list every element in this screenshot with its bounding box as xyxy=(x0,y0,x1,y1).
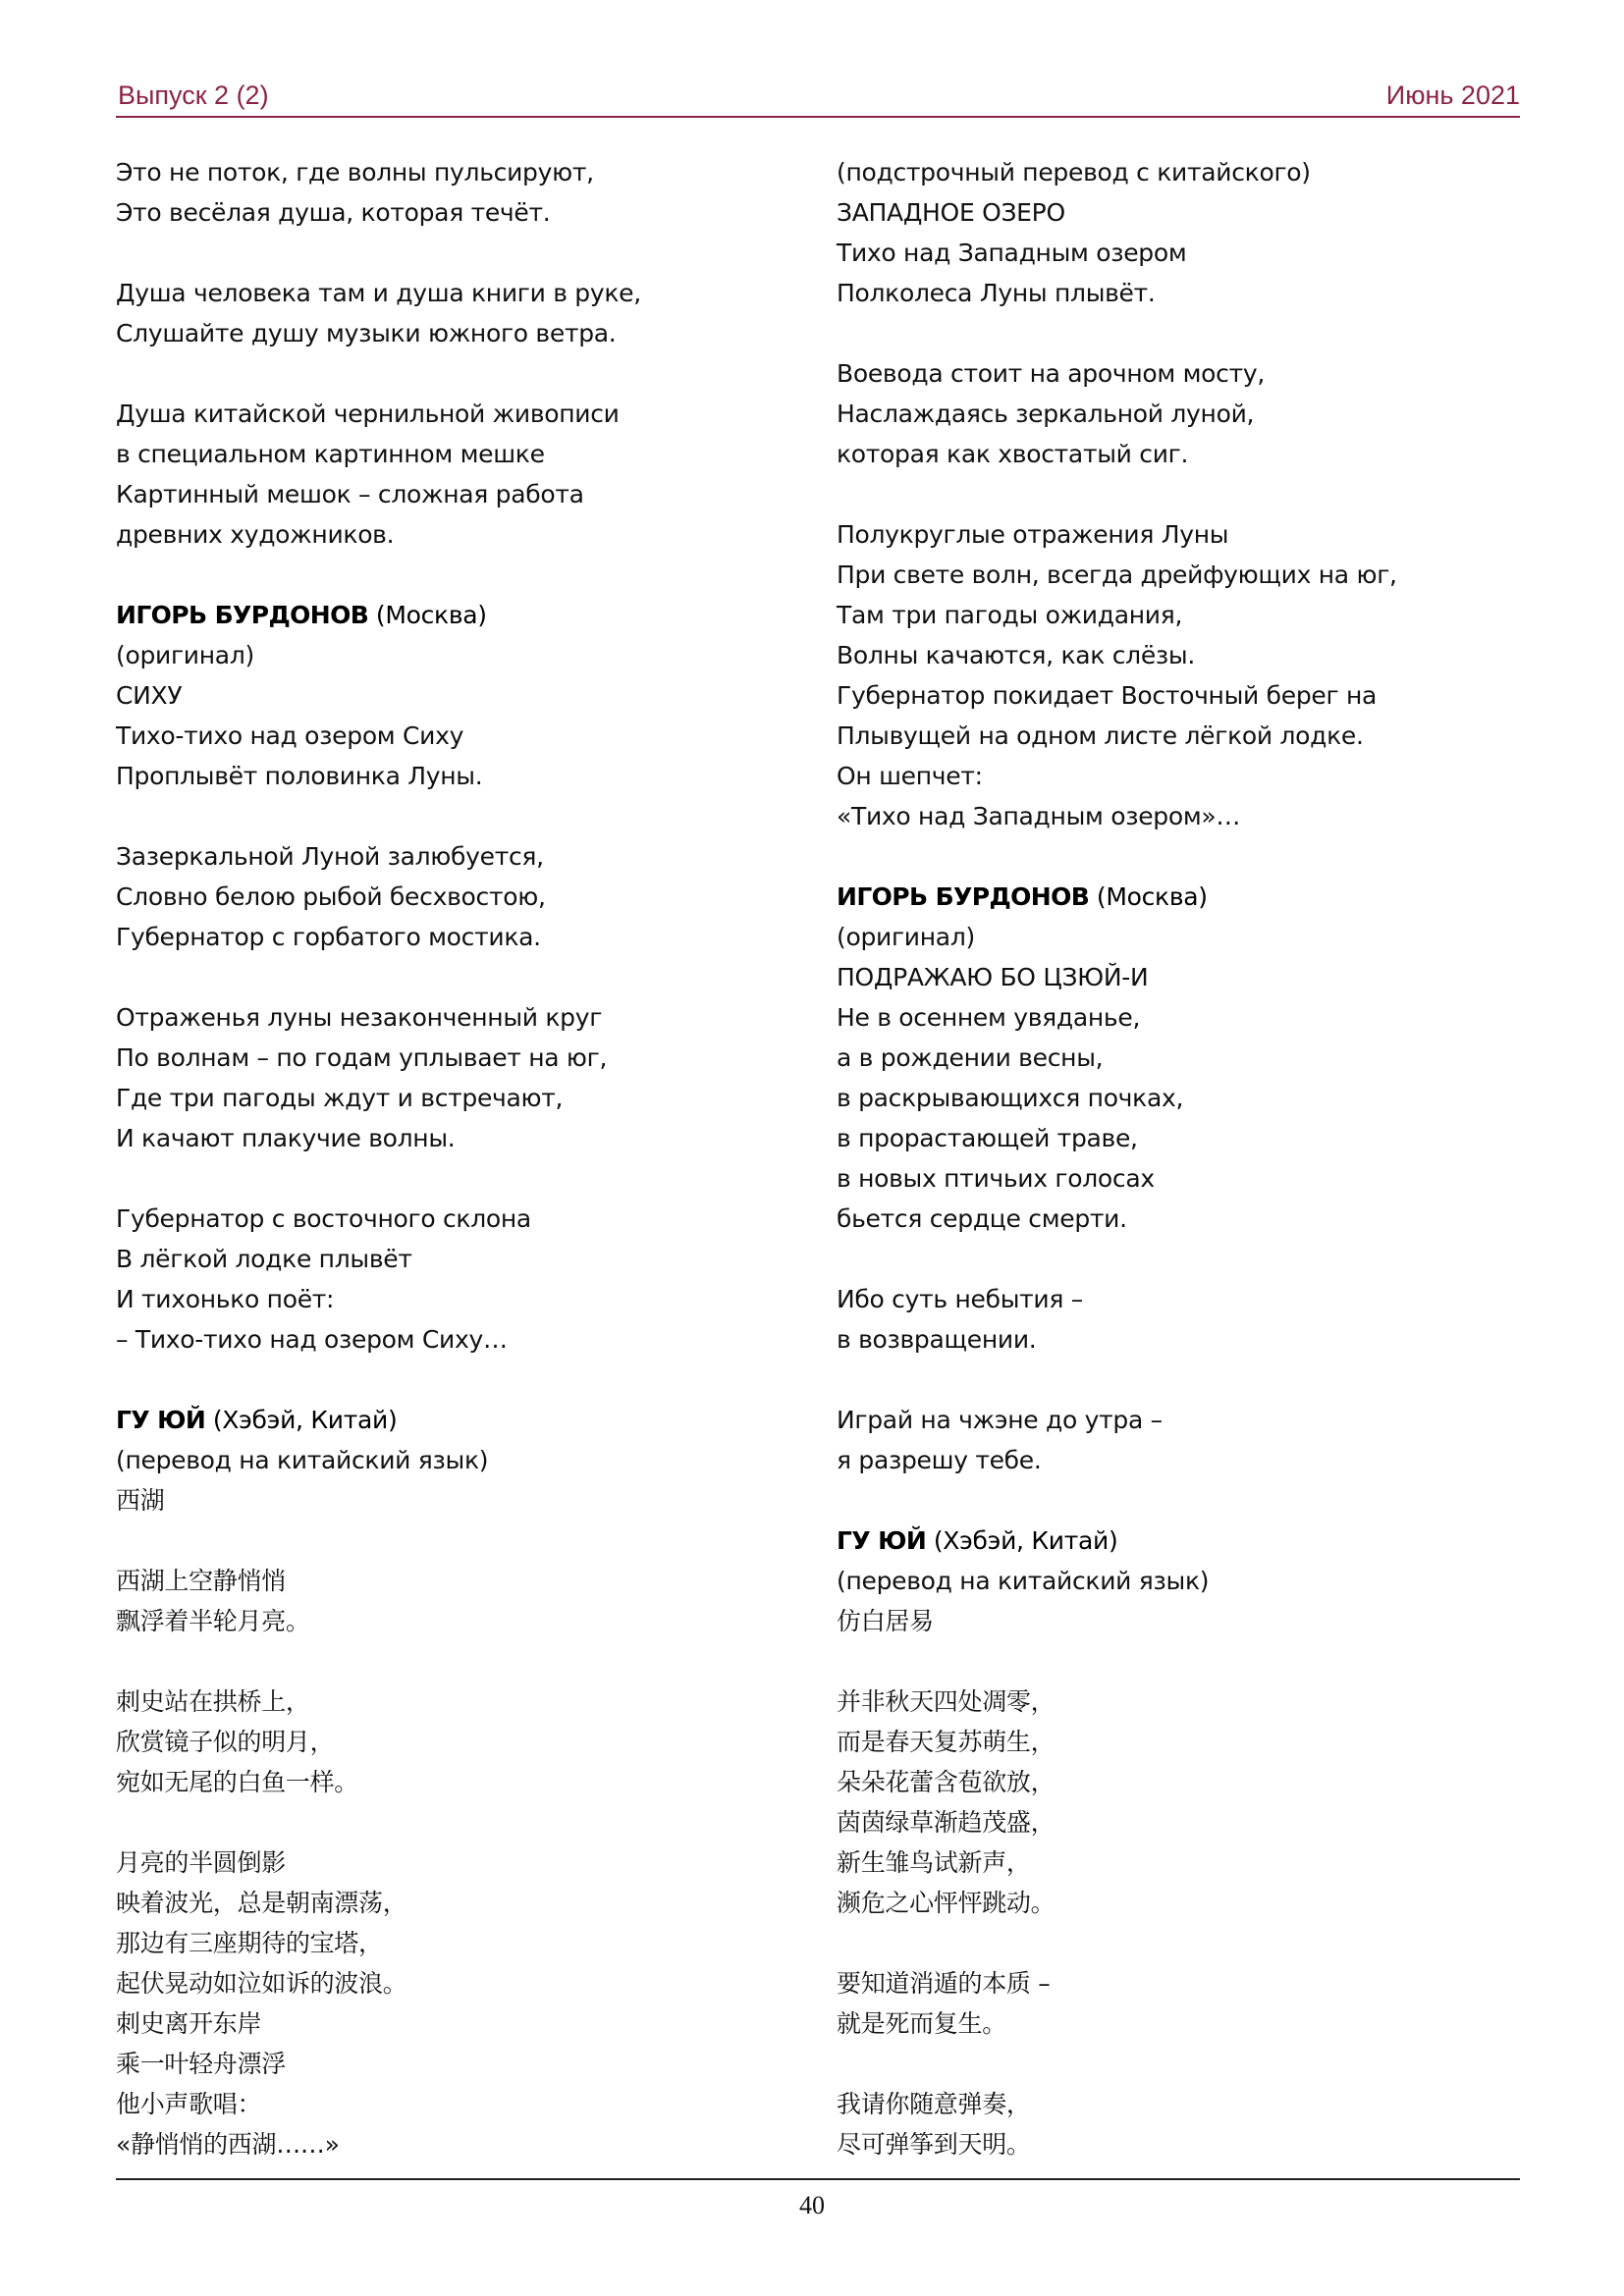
stanza xyxy=(116,1561,754,1641)
poem-line: а в рождении весны, xyxy=(837,1043,1104,1072)
running-header xyxy=(116,77,1520,118)
poem-line: Душа человека там и душа книги в руке, xyxy=(116,279,641,307)
stanza xyxy=(116,997,754,1158)
poem-line: Это не поток, где волны пульсируют, xyxy=(116,158,594,187)
poem-line: По волнам – по годам уплывает на юг, xyxy=(116,1043,608,1072)
author-place: (Москва) xyxy=(375,601,487,629)
poem-line: Играй на чжэне до утра – xyxy=(837,1406,1163,1434)
poem-line: Тихо над Западным озером xyxy=(837,239,1187,267)
stanza xyxy=(116,1682,754,1802)
left-column xyxy=(116,152,754,2164)
poem-line: Там три пагоды ожидания, xyxy=(837,601,1183,629)
poem-line: Это весёлая душа, которая течёт. xyxy=(116,198,551,227)
poem-line: в новых птичьих голосах xyxy=(837,1164,1155,1193)
poem-line: я разрешу тебе. xyxy=(837,1446,1042,1474)
poem-line: (оригинал) xyxy=(837,923,975,951)
stanza xyxy=(837,1521,1520,1641)
poem-title: 仿白居易 xyxy=(837,1607,934,1635)
poem-line: древних художников. xyxy=(116,520,395,549)
poem-line: Душа китайской чернильной живописи xyxy=(116,400,620,428)
stanza xyxy=(116,1199,754,1360)
poem-line: (подстрочный перевод с китайского) xyxy=(837,158,1311,187)
poem-line: Проплывёт половинка Луны. xyxy=(116,762,483,790)
poem-line: 映着波光，总是朝南漂荡， xyxy=(116,1889,407,1917)
poem-line: (перевод на китайский язык) xyxy=(116,1446,489,1474)
poem-line: При свете волн, всегда дрейфующих на юг, xyxy=(837,561,1397,589)
poem-line: Губернатор с горбатого мостика. xyxy=(116,923,541,951)
poem-line: 茵茵绿草渐趋茂盛， xyxy=(837,1808,1056,1837)
poem-line: 并非秋天四处凋零， xyxy=(837,1687,1056,1716)
author-name: ИГОРЬ БУРДОНОВ xyxy=(116,601,369,629)
stanza xyxy=(837,152,1520,313)
right-column xyxy=(837,152,1520,2164)
poem-line: (оригинал) xyxy=(116,641,254,669)
poem-line: 新生雏鸟试新声， xyxy=(837,1848,1031,1877)
page-number: 40 xyxy=(799,2191,825,2219)
poem-line: в специальном картинном мешке xyxy=(116,440,545,468)
stanza xyxy=(837,1682,1520,1923)
poem-line: 那边有三座期待的宝塔， xyxy=(116,1929,383,1957)
stanza xyxy=(837,2084,1520,2164)
stanza xyxy=(116,152,754,233)
poem-line: 濒危之心怦怦跳动。 xyxy=(837,1889,1056,1917)
stanza xyxy=(837,1279,1520,1360)
poem-line: бьется сердце смерти. xyxy=(837,1204,1127,1233)
author-heading xyxy=(837,1521,1520,1561)
poem-line: 宛如无尾的白鱼一样。 xyxy=(116,1768,359,1796)
poem-line: – Тихо-тихо над озером Сиху… xyxy=(116,1325,508,1354)
poem-line: в раскрывающихся почках, xyxy=(837,1084,1184,1112)
poem-line: в возвращении. xyxy=(837,1325,1037,1354)
stanza xyxy=(116,1400,754,1521)
poem-line: Слушайте душу музыки южного ветра. xyxy=(116,319,617,347)
poem-line: в прорастающей траве, xyxy=(837,1124,1138,1152)
poem-line: 尽可弹筝到天明。 xyxy=(837,2130,1031,2159)
author-heading xyxy=(116,595,754,635)
poem-line: 朵朵花蕾含苞欲放， xyxy=(837,1768,1056,1796)
poem-line: 而是春天复苏萌生， xyxy=(837,1728,1056,1756)
stanza xyxy=(116,273,754,353)
poem-line: Он шепчет: xyxy=(837,762,983,790)
issue-label: Выпуск 2 (2) xyxy=(118,80,269,110)
stanza xyxy=(116,595,754,796)
footer-divider xyxy=(116,2178,1520,2180)
poem-line: 欣赏镜子似的明月， xyxy=(116,1728,335,1756)
poem-line: 西湖上空静悄悄 xyxy=(116,1567,286,1595)
poem-line: 他小声歌唱： xyxy=(116,2090,262,2118)
poem-line: Волны качаются, как слёзы. xyxy=(837,641,1196,669)
poem-line: Воевода стоит на арочном мосту, xyxy=(837,359,1265,388)
stanza xyxy=(116,1842,754,2164)
author-place: (Москва) xyxy=(1096,882,1208,911)
poem-line: Губернатор с восточного склона xyxy=(116,1204,531,1233)
stanza xyxy=(837,1400,1520,1480)
author-heading xyxy=(116,1400,754,1440)
poem-line: Ибо суть небытия – xyxy=(837,1285,1083,1313)
stanza xyxy=(837,877,1520,1239)
stanza xyxy=(837,353,1520,474)
stanza xyxy=(116,836,754,957)
poem-line: 要知道消遁的本质 – xyxy=(837,1969,1051,1998)
issue-date: Июнь 2021 xyxy=(1385,80,1520,110)
poem-line: 我请你随意弹奏， xyxy=(837,2090,1031,2118)
poem-line: 飘浮着半轮月亮。 xyxy=(116,1607,310,1635)
poem-line: Плывущей на одном листе лёгкой лодке. xyxy=(837,721,1364,750)
poem-title: СИХУ xyxy=(116,681,183,710)
poem-line: 月亮的半圆倒影 xyxy=(116,1848,286,1877)
poem-line: которая как хвостатый сиг. xyxy=(837,440,1189,468)
author-name: ГУ ЮЙ xyxy=(116,1406,206,1434)
poem-line: (перевод на китайский язык) xyxy=(837,1567,1210,1595)
poem-line: Картинный мешок – сложная работа xyxy=(116,480,584,508)
poem-line: 起伏晃动如泣如诉的波浪。 xyxy=(116,1969,407,1998)
author-place: (Хэбэй, Китай) xyxy=(212,1406,398,1434)
poem-line: 刺史站在拱桥上， xyxy=(116,1687,310,1716)
poem-line: 就是死而复生。 xyxy=(837,2009,1006,2038)
poem-line: Зазеркальной Луной залюбуется, xyxy=(116,842,544,871)
poem-line: Губернатор покидает Восточный берег на xyxy=(837,681,1378,710)
poem-line: 乘一叶轻舟漂浮 xyxy=(116,2050,286,2078)
stanza xyxy=(116,394,754,555)
poem-line: «Тихо над Западным озером»… xyxy=(837,802,1241,830)
poem-line: В лёгкой лодке плывёт xyxy=(116,1245,412,1273)
poem-line: Полколеса Луны плывёт. xyxy=(837,279,1156,307)
poem-title: ЗАПАДНОЕ ОЗЕРО xyxy=(837,198,1065,227)
poem-line: 刺史离开东岸 xyxy=(116,2009,262,2038)
stanza xyxy=(837,514,1520,836)
poem-line: Где три пагоды ждут и встречают, xyxy=(116,1084,564,1112)
stanza xyxy=(837,1963,1520,2044)
poem-line: Словно белою рыбой бесхвостою, xyxy=(116,882,546,911)
poem-title: ПОДРАЖАЮ БО ЦЗЮЙ-И xyxy=(837,963,1149,991)
author-place: (Хэбэй, Китай) xyxy=(933,1526,1118,1555)
author-name: ИГОРЬ БУРДОНОВ xyxy=(837,882,1090,911)
poem-line: Наслаждаясь зеркальной луной, xyxy=(837,400,1255,428)
author-name: ГУ ЮЙ xyxy=(837,1526,927,1555)
poem-title: 西湖 xyxy=(116,1486,165,1515)
poem-line: Не в осеннем увяданье, xyxy=(837,1003,1141,1032)
author-heading xyxy=(837,877,1520,917)
poem-line: И тихонько поёт: xyxy=(116,1285,335,1313)
poem-line: Тихо-тихо над озером Сиху xyxy=(116,721,464,750)
poem-line: «静悄悄的西湖……» xyxy=(116,2130,340,2159)
poem-line: И качают плакучие волны. xyxy=(116,1124,456,1152)
poem-line: Полукруглые отражения Луны xyxy=(837,520,1229,549)
poem-line: Отраженья луны незаконченный круг xyxy=(116,1003,603,1032)
